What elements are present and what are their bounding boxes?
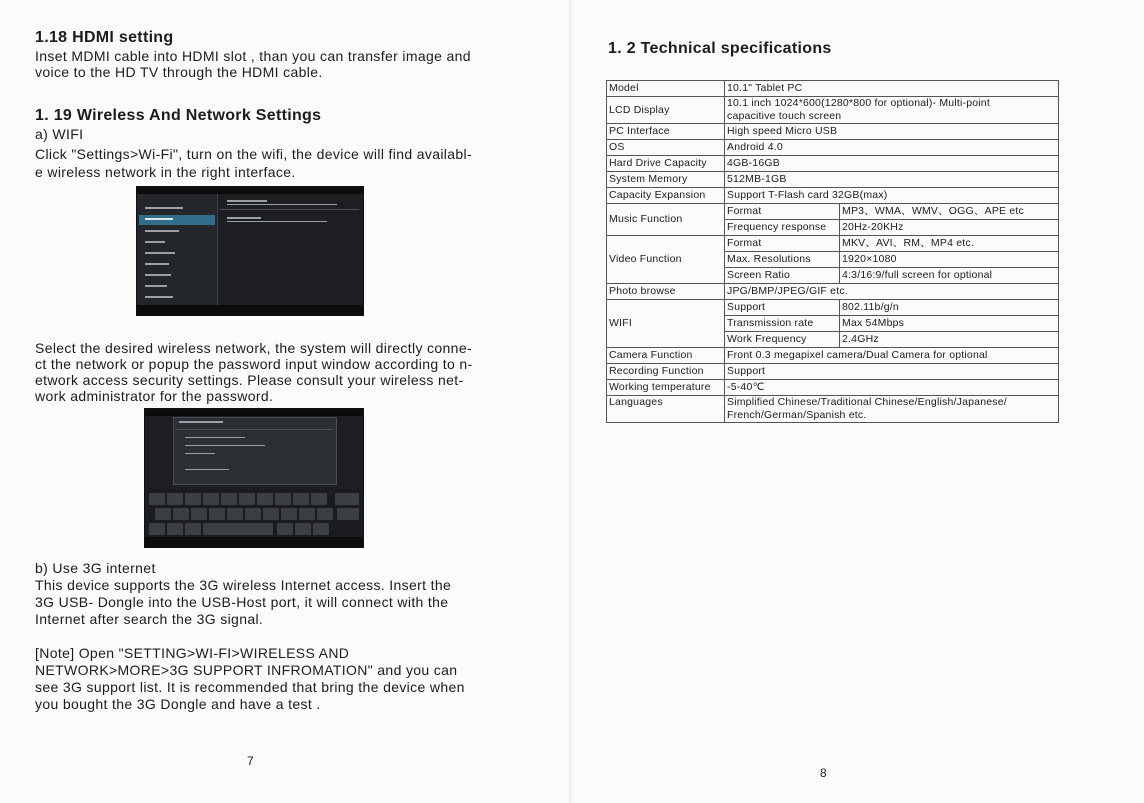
table-row bbox=[607, 156, 1059, 172]
spec-value: 2.4GHz bbox=[840, 332, 1059, 348]
table-row bbox=[607, 348, 1059, 364]
wifi-password-screenshot bbox=[144, 408, 364, 548]
note-line-1: [Note] Open "SETTING>WI-FI>WIRELESS AND bbox=[35, 645, 350, 661]
spec-key: Capacity Expansion bbox=[607, 188, 725, 204]
spec-value: Front 0.3 megapixel camera/Dual Camera for optional bbox=[725, 348, 1059, 364]
wifi-text-line-2: e wireless network in the right interface. bbox=[35, 164, 296, 180]
spec-value-line: 10.1 inch 1024*600(1280*800 for optional)- Multi-point bbox=[727, 97, 990, 109]
spec-value-line: French/German/Spanish etc. bbox=[727, 409, 867, 421]
spec-key: Languages bbox=[607, 396, 725, 423]
spec-value: MKV、AVI、RM、MP4 etc. bbox=[840, 236, 1059, 252]
spec-subkey: Format bbox=[725, 236, 840, 252]
spec-key: Music Function bbox=[607, 204, 725, 236]
wifi-text-line-1: Click "Settings>Wi-Fi", turn on the wifi, the device will find availabl- bbox=[35, 146, 473, 162]
spec-key: Model bbox=[607, 81, 725, 97]
3g-subheading: b) Use 3G internet bbox=[35, 560, 156, 576]
select-network-line-1: Select the desired wireless network, the system will directly conne- bbox=[35, 340, 472, 356]
spec-subkey: Transmission rate bbox=[725, 316, 840, 332]
table-row bbox=[607, 81, 1059, 97]
spec-subkey: Format bbox=[725, 204, 840, 220]
table-row bbox=[607, 284, 1059, 300]
spec-key: WIFI bbox=[607, 300, 725, 348]
3g-text-line-1: This device supports the 3G wireless Internet access. Insert the bbox=[35, 577, 452, 593]
page-number-left: 7 bbox=[247, 754, 254, 768]
spec-subkey: Support bbox=[725, 300, 840, 316]
note-line-3: see 3G support list. It is recommended that bring the device when bbox=[35, 679, 465, 695]
spec-key: Video Function bbox=[607, 236, 725, 284]
spec-table bbox=[606, 80, 1059, 423]
table-row bbox=[607, 172, 1059, 188]
section-title-wireless: 1. 19 Wireless And Network Settings bbox=[35, 107, 322, 124]
spec-key: System Memory bbox=[607, 172, 725, 188]
spec-subkey: Screen Ratio bbox=[725, 268, 840, 284]
spec-value: Support bbox=[725, 364, 1059, 380]
spec-value: 4GB-16GB bbox=[725, 156, 1059, 172]
select-network-line-2: ct the network or popup the password input window according to n- bbox=[35, 356, 473, 372]
left-page bbox=[0, 0, 570, 803]
spec-key: Recording Function bbox=[607, 364, 725, 380]
spec-key: Hard Drive Capacity bbox=[607, 156, 725, 172]
spec-key: PC Interface bbox=[607, 124, 725, 140]
spec-subkey: Work Frequency bbox=[725, 332, 840, 348]
spec-key: Photo browse bbox=[607, 284, 725, 300]
table-row bbox=[607, 396, 1059, 423]
spec-value bbox=[725, 97, 1059, 124]
spec-value: MP3、WMA、WMV、OGG、APE etc bbox=[840, 204, 1059, 220]
spec-value-line: capacitive touch screen bbox=[727, 110, 842, 122]
spec-value: Android 4.0 bbox=[725, 140, 1059, 156]
spec-value: -5-40℃ bbox=[725, 380, 1059, 396]
spec-value: 1920×1080 bbox=[840, 252, 1059, 268]
spec-subkey: Frequency response bbox=[725, 220, 840, 236]
spec-key: Working temperature bbox=[607, 380, 725, 396]
table-row bbox=[607, 204, 1059, 220]
table-row bbox=[607, 188, 1059, 204]
hdmi-text-line-2: voice to the HD TV through the HDMI cable. bbox=[35, 64, 323, 80]
table-row bbox=[607, 124, 1059, 140]
spec-value-line: Simplified Chinese/Traditional Chinese/English/Japanese/ bbox=[727, 396, 1007, 408]
spec-key: LCD Display bbox=[607, 97, 725, 124]
select-network-line-3: etwork access security settings. Please consult your wireless net- bbox=[35, 372, 464, 388]
spec-value: 10.1" Tablet PC bbox=[725, 81, 1059, 97]
spec-value: 802.11b/g/n bbox=[840, 300, 1059, 316]
spec-subkey: Max. Resolutions bbox=[725, 252, 840, 268]
spec-value: 512MB-1GB bbox=[725, 172, 1059, 188]
select-network-line-4: work administrator for the password. bbox=[35, 388, 274, 404]
table-row bbox=[607, 300, 1059, 316]
table-row bbox=[607, 97, 1059, 124]
spec-value: 4:3/16:9/full screen for optional bbox=[840, 268, 1059, 284]
hdmi-text-line-1: Inset MDMI cable into HDMI slot , than you can transfer image and bbox=[35, 48, 471, 64]
spec-value: 20Hz-20KHz bbox=[840, 220, 1059, 236]
wifi-settings-screenshot bbox=[136, 186, 364, 316]
spec-value: Max 54Mbps bbox=[840, 316, 1059, 332]
spec-value: JPG/BMP/JPEG/GIF etc. bbox=[725, 284, 1059, 300]
spec-value bbox=[725, 396, 1059, 423]
spec-value: High speed Micro USB bbox=[725, 124, 1059, 140]
table-row bbox=[607, 364, 1059, 380]
spec-value: Support T-Flash card 32GB(max) bbox=[725, 188, 1059, 204]
table-row bbox=[607, 140, 1059, 156]
3g-text-line-2: 3G USB- Dongle into the USB-Host port, it will connect with the bbox=[35, 594, 449, 610]
wifi-subheading: a) WIFI bbox=[35, 126, 84, 142]
spec-key: Camera Function bbox=[607, 348, 725, 364]
note-line-2: NETWORK>MORE>3G SUPPORT INFROMATION" and you can bbox=[35, 662, 458, 678]
table-row bbox=[607, 236, 1059, 252]
3g-text-line-3: Internet after search the 3G signal. bbox=[35, 611, 264, 627]
spec-key: OS bbox=[607, 140, 725, 156]
page-number-right: 8 bbox=[820, 766, 827, 780]
note-line-4: you bought the 3G Dongle and have a test . bbox=[35, 696, 321, 712]
section-title-hdmi: 1.18 HDMI setting bbox=[35, 29, 174, 46]
table-row bbox=[607, 380, 1059, 396]
spec-title: 1. 2 Technical specifications bbox=[608, 40, 832, 57]
